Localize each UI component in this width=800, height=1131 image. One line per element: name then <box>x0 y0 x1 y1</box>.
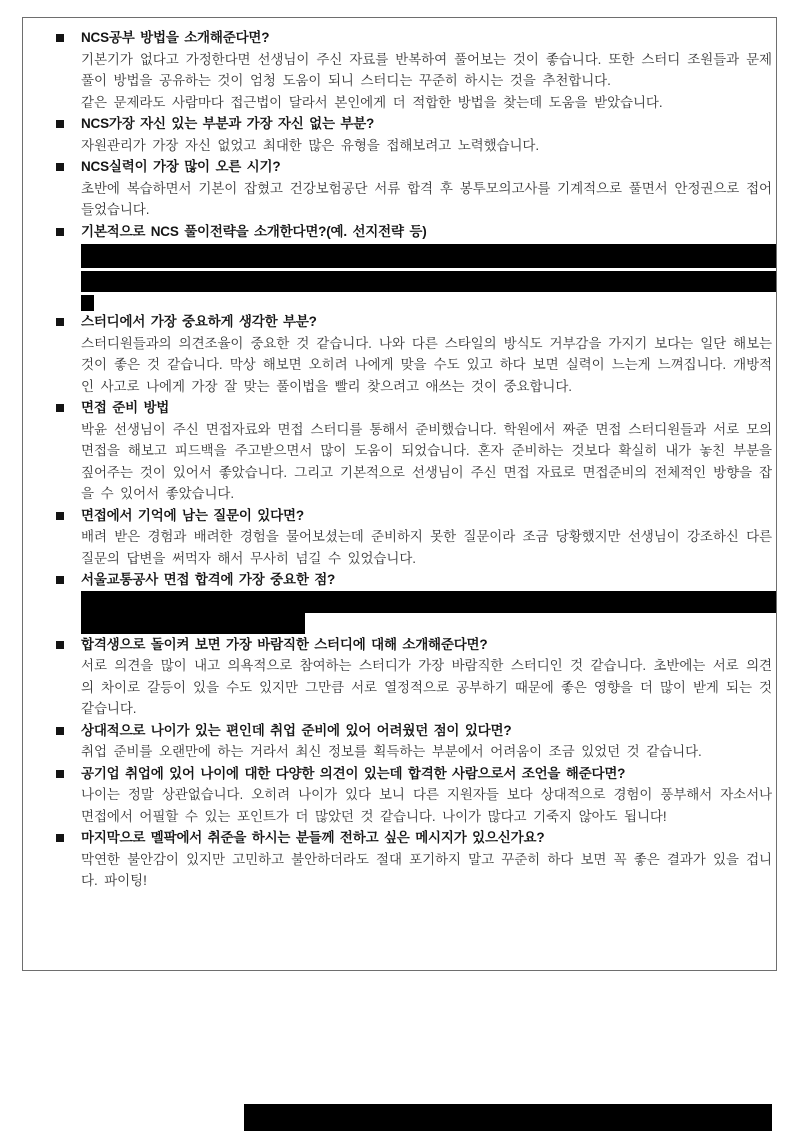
square-bullet-icon <box>56 770 64 778</box>
redaction-bar <box>81 591 776 613</box>
redacted-answer-block <box>81 591 776 634</box>
square-bullet-icon <box>56 120 64 128</box>
square-bullet-icon <box>56 512 64 520</box>
redaction-bar <box>81 295 94 311</box>
square-bullet-icon <box>56 834 64 842</box>
qa-item <box>56 827 772 892</box>
answer-paragraph: 초반에 복습하면서 기본이 잡혔고 건강보험공단 서류 합격 후 봉투모의고사를 기계적으로 풀면서 안정권으로 접어들었습니다. <box>81 180 772 217</box>
qa-item <box>56 311 772 397</box>
redacted-answer-block <box>81 242 776 311</box>
question-text: NCS실력이 가장 많이 오른 시기? <box>81 159 281 174</box>
answer-paragraph: 기본기가 없다고 가정한다면 선생님이 주신 자료를 반복하여 풀어보는 것이 좋습니다. 또한 스터디 조원들과 문제풀이 방법을 공유하는 것이 엄청 도움이 되니 스터디는 꾸준히 하시는 것을 추천합니다. <box>81 51 772 88</box>
answer-paragraph: 배려 받은 경험과 배려한 경험을 물어보셨는데 준비하지 못한 질문이라 조금 당황했지만 선생님이 강조하신 다른 질문의 답변을 써먹자 해서 무사히 넘길 수 있었습니다. <box>81 529 772 566</box>
answer-paragraph: 막연한 불안감이 있지만 고민하고 불안하더라도 절대 포기하지 말고 꾸준히 하다 보면 꼭 좋은 결과가 있을 겁니다. 파이팅! <box>81 851 772 888</box>
qa-item <box>56 505 772 570</box>
answer-paragraph: 취업 준비를 오랜만에 하는 거라서 최신 정보를 획득하는 부분에서 어려움이 조금 있었던 것 같습니다. <box>81 744 702 759</box>
page-border <box>22 17 777 971</box>
square-bullet-icon <box>56 576 64 584</box>
qa-item <box>56 27 772 113</box>
answer-paragraph: 박윤 선생님이 주신 면접자료와 면접 스터디를 통해서 준비했습니다. 학원에서 짜준 면접 스터디원들과 서로 모의면접을 해보고 피드백을 주고받으면서 많이 도움이 되었습니다. 혼자 준비하는 것보다 확실히 내가 놓친 부분을 짚어주는 것이 있어서 좋았습니다. 그리고 기본적으로 선생님이 주신 면접 자료로 면접준비의 전체적인 방향을 잡을 수 있어서 좋았습니다. <box>81 421 772 501</box>
square-bullet-icon <box>56 228 64 236</box>
redaction-bar <box>81 271 776 292</box>
qa-item <box>56 113 772 156</box>
qa-item <box>56 397 772 505</box>
qa-item <box>56 634 772 720</box>
qa-item <box>56 763 772 828</box>
question-text: 상대적으로 나이가 있는 편인데 취업 준비에 있어 어려웠던 점이 있다면? <box>81 722 512 738</box>
qa-item <box>56 569 772 634</box>
answer-paragraph: 나이는 정말 상관없습니다. 오히려 나이가 있다 보니 다른 지원자들 보다 상대적으로 경험이 풍부해서 자소서나 면접에서 어필할 수 있는 포인트가 더 많았던 것 같습니다. 나이가 많다고 기죽지 않아도 됩니다! <box>81 787 772 824</box>
redaction-bar <box>81 244 776 268</box>
question-text: 공기업 취업에 있어 나이에 대한 다양한 의견이 있는데 합격한 사람으로서 조언을 해준다면? <box>81 765 626 781</box>
question-text: 합격생으로 돌이켜 보면 가장 바람직한 스터디에 대해 소개해준다면? <box>81 636 488 652</box>
square-bullet-icon <box>56 404 64 412</box>
answer-paragraph: 같은 문제라도 사람마다 접근법이 달라서 본인에게 더 적합한 방법을 찾는데 도움을 받았습니다. <box>81 94 663 110</box>
bottom-redaction-bar <box>244 1104 772 1131</box>
square-bullet-icon <box>56 727 64 735</box>
question-text: 기본적으로 NCS 풀이전략을 소개한다면?(예. 선지전략 등) <box>81 223 427 239</box>
qa-content <box>23 18 776 892</box>
question-text: 면접 준비 방법 <box>81 400 170 415</box>
question-text: 서울교통공사 면접 합격에 가장 중요한 점? <box>81 572 336 587</box>
question-text: 면접에서 기억에 남는 질문이 있다면? <box>81 507 304 523</box>
question-text: NCS가장 자신 있는 부분과 가장 자신 없는 부분? <box>81 116 375 131</box>
question-text: 마지막으로 멜팍에서 취준을 하시는 분들께 전하고 싶은 메시지가 있으신가요? <box>81 830 545 845</box>
question-text: 스터디에서 가장 중요하게 생각한 부분? <box>81 314 317 329</box>
answer-paragraph: 자원관리가 가장 자신 없었고 최대한 많은 유형을 접해보려고 노력했습니다. <box>81 137 540 153</box>
square-bullet-icon <box>56 641 64 649</box>
qa-item <box>56 156 772 221</box>
redaction-bar <box>81 613 305 634</box>
square-bullet-icon <box>56 34 64 42</box>
answer-paragraph: 스터디원들과의 의견조율이 중요한 것 같습니다. 나와 다른 스타일의 방식도 거부감을 가지기 보다는 일단 해보는 것이 좋은 것 같습니다. 막상 해보면 오히려 나에게 맞을 수도 있고 하다 보면 실력이 느는게 느껴집니다. 개방적인 사고로 나에게 가장 잘 맞는 풀이법을 빨리 찾으려고 애쓰는 것이 중요합니다. <box>81 335 772 394</box>
square-bullet-icon <box>56 163 64 171</box>
qa-item <box>56 221 772 312</box>
square-bullet-icon <box>56 318 64 326</box>
answer-paragraph: 서로 의견을 많이 내고 의욕적으로 참여하는 스터디가 가장 바람직한 스터디인 것 같습니다. 초반에는 서로 의견의 차이로 갈등이 있을 수도 있지만 그만큼 서로 열정적으로 공부하기 때문에 좋은 영향을 더 많이 받게 되는 것 같습니다. <box>81 658 772 716</box>
qa-item <box>56 720 772 763</box>
question-text: NCS공부 방법을 소개해준다면? <box>81 30 270 45</box>
